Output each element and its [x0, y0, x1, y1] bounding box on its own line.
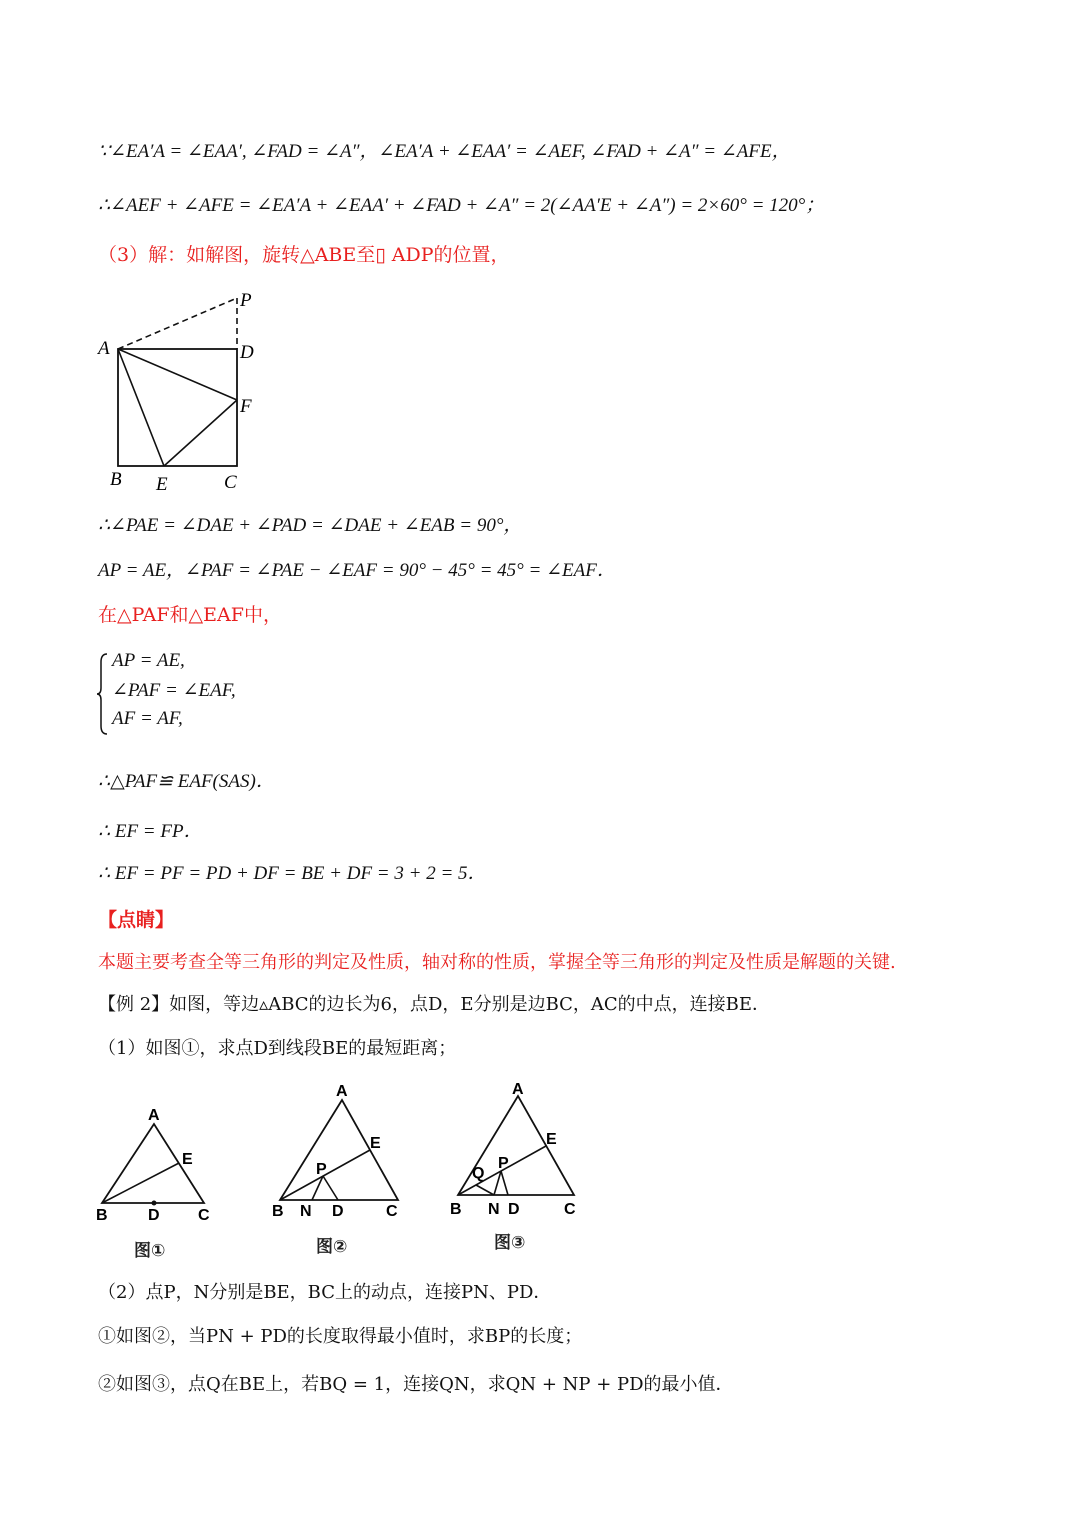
- triangle-figure-2: [268, 1078, 408, 1228]
- point-label: E: [370, 1135, 381, 1152]
- point-label: A: [512, 1081, 524, 1098]
- triangle-figure-3: [446, 1074, 586, 1224]
- equation: AP = AE,: [112, 650, 185, 671]
- question: （2）点P，N分别是BE，BC上的动点，连接PN、PD．: [98, 1282, 552, 1303]
- equation: ∠PAF = ∠EAF,: [112, 680, 236, 701]
- point-label: E: [546, 1131, 557, 1148]
- square-diagram: [92, 282, 272, 497]
- point-label: D: [240, 342, 254, 363]
- point-label: P: [498, 1155, 509, 1172]
- point-label: N: [300, 1203, 312, 1220]
- text-line: ∴∠PAE = ∠DAE + ∠PAD = ∠DAE + ∠EAB = 90°，: [98, 515, 523, 536]
- left-brace: [96, 652, 110, 736]
- text-line: ∴△PAF≌ EAF(SAS)．: [98, 771, 275, 792]
- point-label: D: [508, 1201, 520, 1218]
- figure-caption: 图①: [134, 1241, 166, 1261]
- text-line: ∴ EF = PF = PD + DF = BE + DF = 3 + 2 = 5．: [98, 863, 487, 884]
- point-label: B: [96, 1207, 108, 1224]
- text-line: ∴ EF = FP．: [98, 821, 203, 842]
- point-label: C: [386, 1203, 398, 1220]
- point-label: B: [450, 1201, 462, 1218]
- point-label: E: [182, 1151, 193, 1168]
- point-label: B: [272, 1203, 284, 1220]
- point-label: Q: [472, 1165, 485, 1182]
- text-line: 在△PAF和△EAF中，: [98, 604, 282, 626]
- question: （1）如图①，求点D到线段BE的最短距离；: [98, 1038, 457, 1059]
- point-label: F: [240, 396, 252, 417]
- point-label: P: [240, 290, 252, 311]
- point-label: A: [148, 1107, 160, 1124]
- point-label: C: [564, 1201, 576, 1218]
- point-label: A: [98, 338, 110, 359]
- point-label: A: [336, 1083, 348, 1100]
- point-label: D: [332, 1203, 344, 1220]
- point-label: D: [148, 1207, 160, 1224]
- point-label: B: [110, 469, 122, 490]
- solution-heading: （3）解：如解图，旋转△ABE至▯ ADP的位置，: [98, 244, 510, 266]
- point-label: N: [488, 1201, 500, 1218]
- text-line: ∴∠AEF + ∠AFE = ∠EA′A + ∠EAA′ + ∠FAD + ∠A″ = 2(∠AA′E + ∠A″) = 2×60° = 120°；: [98, 195, 825, 216]
- triangle-figure-1: [92, 1100, 222, 1226]
- point-label: C: [224, 472, 237, 493]
- text-line: AP = AE，∠PAF = ∠PAE − ∠EAF = 90° − 45° = 45° = ∠EAF．: [98, 560, 616, 581]
- figure-caption: 图③: [494, 1233, 526, 1253]
- question: ②如图③，点Q在BE上，若BQ = 1，连接QN，求QN + NP + PD的最小值．: [98, 1374, 734, 1395]
- question: ①如图②，当PN + PD的长度取得最小值时，求BP的长度；: [98, 1326, 583, 1347]
- problem-statement: 【例 2】如图，等边▵ABC的边长为6，点D，E分别是边BC，AC的中点，连接BE．: [98, 994, 771, 1015]
- text-line: ∵∠EA′A = ∠EAA′, ∠FAD = ∠A″，∠EA′A + ∠EAA′ = ∠AEF, ∠FAD + ∠A″ = ∠AFE，: [98, 141, 791, 162]
- section-label: 【点睛】: [98, 909, 175, 931]
- point-label: E: [156, 474, 168, 495]
- figure-caption: 图②: [316, 1237, 348, 1257]
- point-label: C: [198, 1207, 210, 1224]
- text-line: 本题主要考查全等三角形的判定及性质，轴对称的性质，掌握全等三角形的判定及性质是解题的关键.: [98, 952, 896, 973]
- point-label: P: [316, 1161, 327, 1178]
- equation: AF = AF,: [112, 708, 183, 729]
